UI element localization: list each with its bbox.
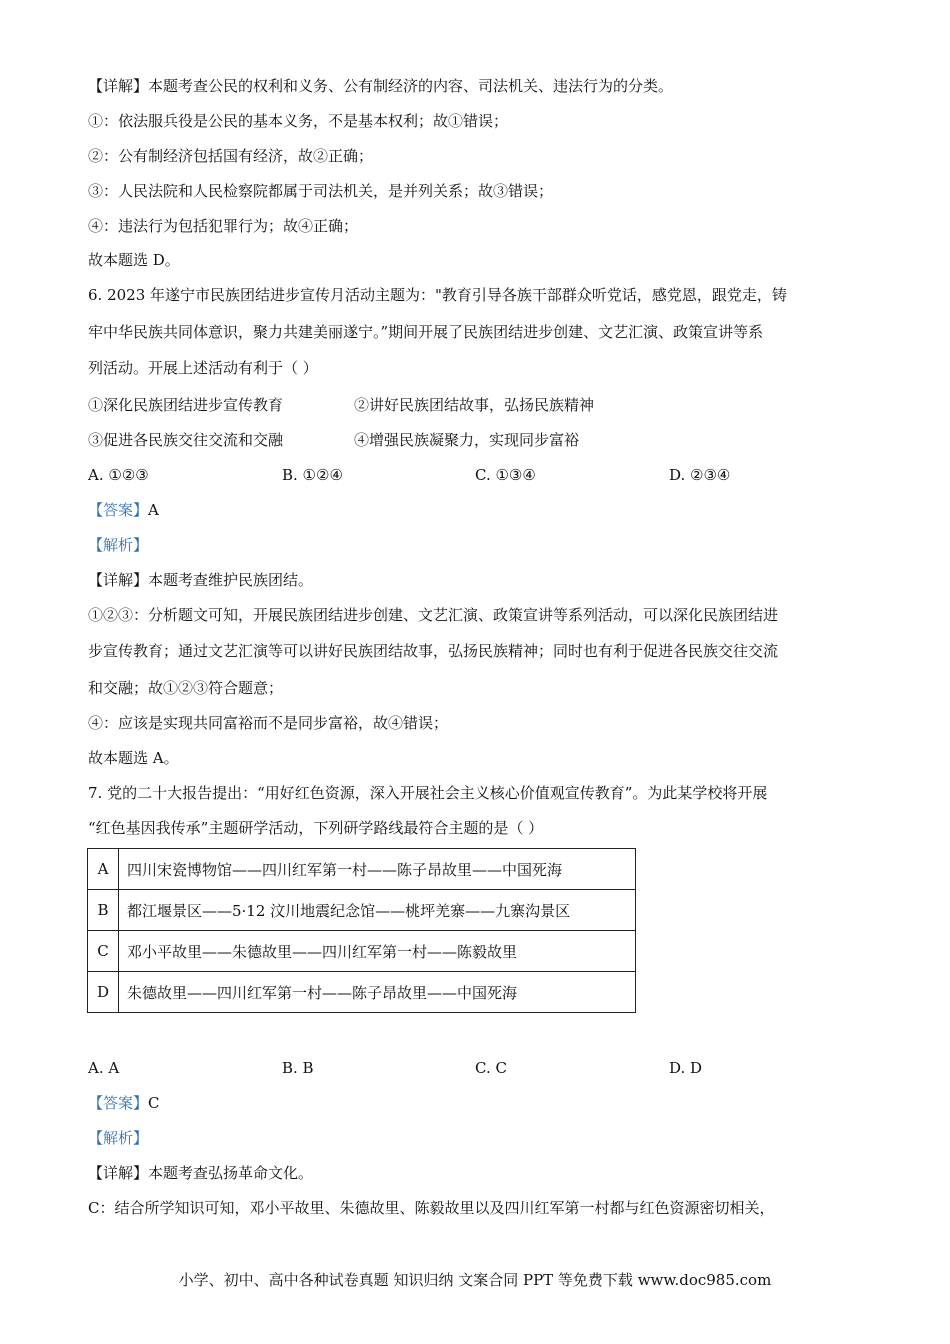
q7-option-a: A. A xyxy=(88,1059,120,1077)
table-row xyxy=(88,890,636,931)
q7-detail-line: C：结合所学知识可知，邓小平故里、朱德故里、陈毅故里以及四川红军第一村都与红色资源密切相关， xyxy=(88,1199,775,1217)
q6-analysis-label: 【解析】 xyxy=(88,536,149,554)
q6-item-1: ①深化民族团结进步宣传教育 xyxy=(88,396,284,414)
q5-detail-intro: 【详解】本题考查公民的权利和义务、公有制经济的内容、司法机关、违法行为的分类。 xyxy=(88,77,674,95)
q5-conclusion: 故本题选 D。 xyxy=(88,251,180,269)
q7-analysis-label: 【解析】 xyxy=(88,1129,149,1147)
q6-answer xyxy=(88,500,159,520)
q6-option-c: C. ①③④ xyxy=(475,466,536,484)
q6-detail-line: 步宣传教育；通过文艺汇演等可以讲好民族团结故事，弘扬民族精神；同时也有利于促进各民族交往交流 xyxy=(88,642,779,660)
route-path: 邓小平故里——朱德故里——四川红军第一村——陈毅故里 xyxy=(119,931,636,972)
q6-option-a: A. ①②③ xyxy=(88,466,149,484)
answer-value: A xyxy=(148,501,159,519)
q6-stem-line-2: 牢中华民族共同体意识，聚力共建美丽遂宁。”期间开展了民族团结进步创建、文艺汇演、政策宣讲等系 xyxy=(88,323,764,341)
q7-option-b: B. B xyxy=(282,1059,314,1077)
q6-stem-line-1: 6. 2023 年遂宁市民族团结进步宣传月活动主题为："教育引导各族干部群众听党话，感党恩，跟党走，铸 xyxy=(88,286,787,304)
route-path: 都江堰景区——5·12 汶川地震纪念馆——桃坪羌寨——九寨沟景区 xyxy=(119,890,636,931)
q6-detail-line: ①②③：分析题文可知，开展民族团结进步创建、文艺汇演、政策宣讲等系列活动，可以深化民族团结进 xyxy=(88,606,779,624)
q7-answer xyxy=(88,1093,160,1113)
q6-detail-line: ④：应该是实现共同富裕而不是同步富裕，故④错误； xyxy=(88,714,449,732)
route-table xyxy=(87,848,636,1013)
q7-stem-line-2: “红色基因我传承”主题研学活动，下列研学路线最符合主题的是（ ） xyxy=(88,819,544,837)
q7-stem-line-1: 7. 党的二十大报告提出：“用好红色资源，深入开展社会主义核心价值观宣传教育”。为此某学校将开展 xyxy=(88,784,768,802)
q7-option-d: D. D xyxy=(669,1059,703,1077)
route-key: C xyxy=(88,931,119,972)
q6-item-3: ③促进各民族交往交流和交融 xyxy=(88,431,284,449)
q6-detail-line: 【详解】本题考查维护民族团结。 xyxy=(88,571,314,589)
q6-item-2: ②讲好民族团结故事，弘扬民族精神 xyxy=(354,396,595,414)
route-key: D xyxy=(88,972,119,1013)
q7-detail-line: 【详解】本题考查弘扬革命文化。 xyxy=(88,1164,314,1182)
q5-point-4: ④：违法行为包括犯罪行为；故④正确； xyxy=(88,217,359,235)
table-row xyxy=(88,972,636,1013)
q5-point-2: ②：公有制经济包括国有经济，故②正确； xyxy=(88,147,374,165)
q7-option-c: C. C xyxy=(475,1059,507,1077)
route-path: 四川宋瓷博物馆——四川红军第一村——陈子昂故里——中国死海 xyxy=(119,849,636,890)
answer-value: C xyxy=(148,1094,160,1112)
q6-option-b: B. ①②④ xyxy=(282,466,343,484)
q6-conclusion: 故本题选 A。 xyxy=(88,749,179,767)
q6-option-d: D. ②③④ xyxy=(669,466,731,484)
q5-point-1: ①：依法服兵役是公民的基本义务，不是基本权利；故①错误； xyxy=(88,112,509,130)
q5-point-3: ③：人民法院和人民检察院都属于司法机关，是并列关系；故③错误； xyxy=(88,182,554,200)
q6-item-4: ④增强民族凝聚力，实现同步富裕 xyxy=(354,431,580,449)
route-key: A xyxy=(88,849,119,890)
route-path: 朱德故里——四川红军第一村——陈子昂故里——中国死海 xyxy=(119,972,636,1013)
table-row xyxy=(88,849,636,890)
route-key: B xyxy=(88,890,119,931)
page-footer: 小学、初中、高中各种试卷真题 知识归纳 文案合同 PPT 等免费下载 www.doc985.com xyxy=(178,1271,772,1289)
q6-stem-line-3: 列活动。开展上述活动有利于（ ） xyxy=(88,359,318,377)
answer-label: 【答案】 xyxy=(88,501,149,519)
q6-detail-line: 和交融；故①②③符合题意； xyxy=(88,679,284,697)
table-row xyxy=(88,931,636,972)
answer-label: 【答案】 xyxy=(88,1094,149,1112)
